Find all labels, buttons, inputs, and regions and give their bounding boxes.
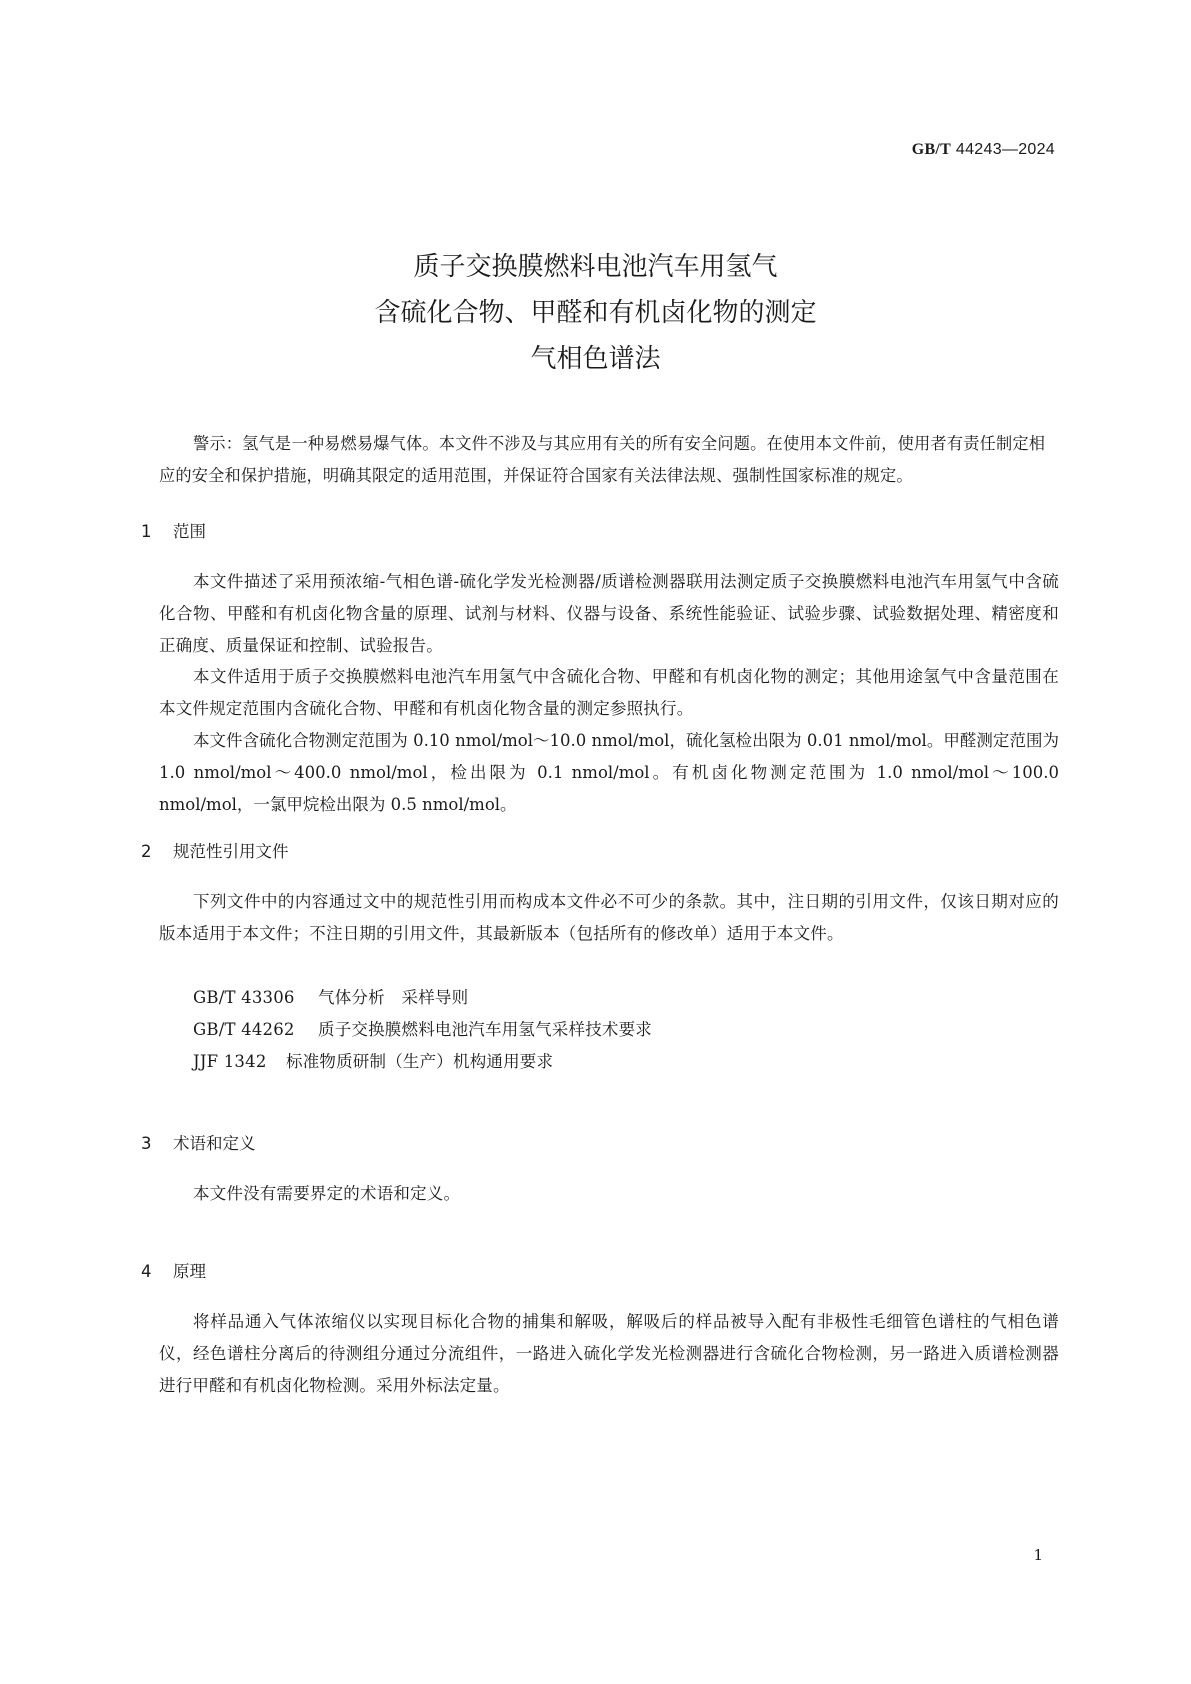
terms-paragraph: 本文件没有需要界定的术语和定义。 bbox=[193, 1184, 461, 1203]
section-number: 3 bbox=[141, 1134, 152, 1153]
title-line-1: 质子交换膜燃料电池汽车用氢气 bbox=[413, 252, 778, 282]
reference-title: 气体分析 采样导则 bbox=[318, 988, 469, 1007]
section-3-heading bbox=[141, 1130, 256, 1154]
section-title: 范围 bbox=[173, 522, 206, 541]
section-number: 1 bbox=[141, 522, 152, 541]
title-line-2: 含硫化合物、甲醛和有机卤化物的测定 bbox=[374, 298, 817, 328]
title-line-3: 气相色谱法 bbox=[530, 344, 661, 374]
reference-item bbox=[193, 1046, 553, 1078]
reference-item bbox=[193, 1014, 652, 1046]
standard-prefix: GB/T bbox=[911, 141, 952, 158]
reference-code: JJF 1342 bbox=[193, 1052, 267, 1071]
reference-title: 质子交换膜燃料电池汽车用氢气采样技术要求 bbox=[318, 1020, 652, 1039]
section-number: 4 bbox=[141, 1262, 152, 1281]
reference-code: GB/T 43306 bbox=[193, 988, 295, 1007]
standard-number bbox=[912, 141, 1055, 159]
reference-code: GB/T 44262 bbox=[193, 1020, 295, 1039]
scope-paragraph-3: 本文件含硫化合物测定范围为 0.10 nmol/mol～10.0 nmol/mol，硫化氢检出限为 0.01 nmol/mol。甲醛测定范围为 1.0 nmol/mol～400.0 nmol/mol，检出限为 0.1 nmol/mol。有机卤化物测定范围为 1.0 nmol/mol～100.0 nmol/mol，一氯甲烷检出限为 0.5 nmol/mol。 bbox=[159, 731, 1059, 814]
scope-paragraph-2: 本文件适用于质子交换膜燃料电池汽车用氢气中含硫化合物、甲醛和有机卤化物的测定；其他用途氢气中含量范围在本文件规定范围内含硫化合物、甲醛和有机卤化物含量的测定参照执行。 bbox=[159, 667, 1059, 718]
section-number: 2 bbox=[141, 842, 152, 861]
section-title: 原理 bbox=[173, 1262, 206, 1281]
reference-item bbox=[193, 982, 468, 1014]
warning-paragraph: 警示：氢气是一种易燃易爆气体。本文件不涉及与其应用有关的所有安全问题。在使用本文件前，使用者有责任制定相应的安全和保护措施，明确其限定的适用范围，并保证符合国家有关法律法规、强制性国家标准的规定。 bbox=[159, 434, 1046, 485]
reference-title: 标准物质研制（生产）机构通用要求 bbox=[286, 1052, 554, 1071]
document-title bbox=[0, 244, 1191, 382]
section-title: 术语和定义 bbox=[173, 1134, 256, 1153]
page-number: 1 bbox=[1033, 1546, 1043, 1564]
section-2-heading bbox=[141, 838, 289, 862]
principle-paragraph: 将样品通入气体浓缩仪以实现目标化合物的捕集和解吸，解吸后的样品被导入配有非极性毛细管色谱柱的气相色谱仪，经色谱柱分离后的待测组分通过分流组件，一路进入硫化学发光检测器进行含硫化合物检测，另一路进入质谱检测器进行甲醛和有机卤化物检测。采用外标法定量。 bbox=[159, 1312, 1059, 1395]
section-title: 规范性引用文件 bbox=[173, 842, 289, 861]
scope-paragraph-1: 本文件描述了采用预浓缩-气相色谱-硫化学发光检测器/质谱检测器联用法测定质子交换膜燃料电池汽车用氢气中含硫化合物、甲醛和有机卤化物含量的原理、试剂与材料、仪器与设备、系统性能验证、试验步骤、试验数据处理、精密度和正确度、质量保证和控制、试验报告。 bbox=[159, 572, 1059, 655]
section-1-heading bbox=[141, 518, 206, 542]
standard-code: 44243—2024 bbox=[955, 141, 1055, 158]
normative-references-paragraph: 下列文件中的内容通过文中的规范性引用而构成本文件必不可少的条款。其中，注日期的引用文件，仅该日期对应的版本适用于本文件；不注日期的引用文件，其最新版本（包括所有的修改单）适用于本文件。 bbox=[159, 892, 1059, 943]
section-4-heading bbox=[141, 1258, 206, 1282]
